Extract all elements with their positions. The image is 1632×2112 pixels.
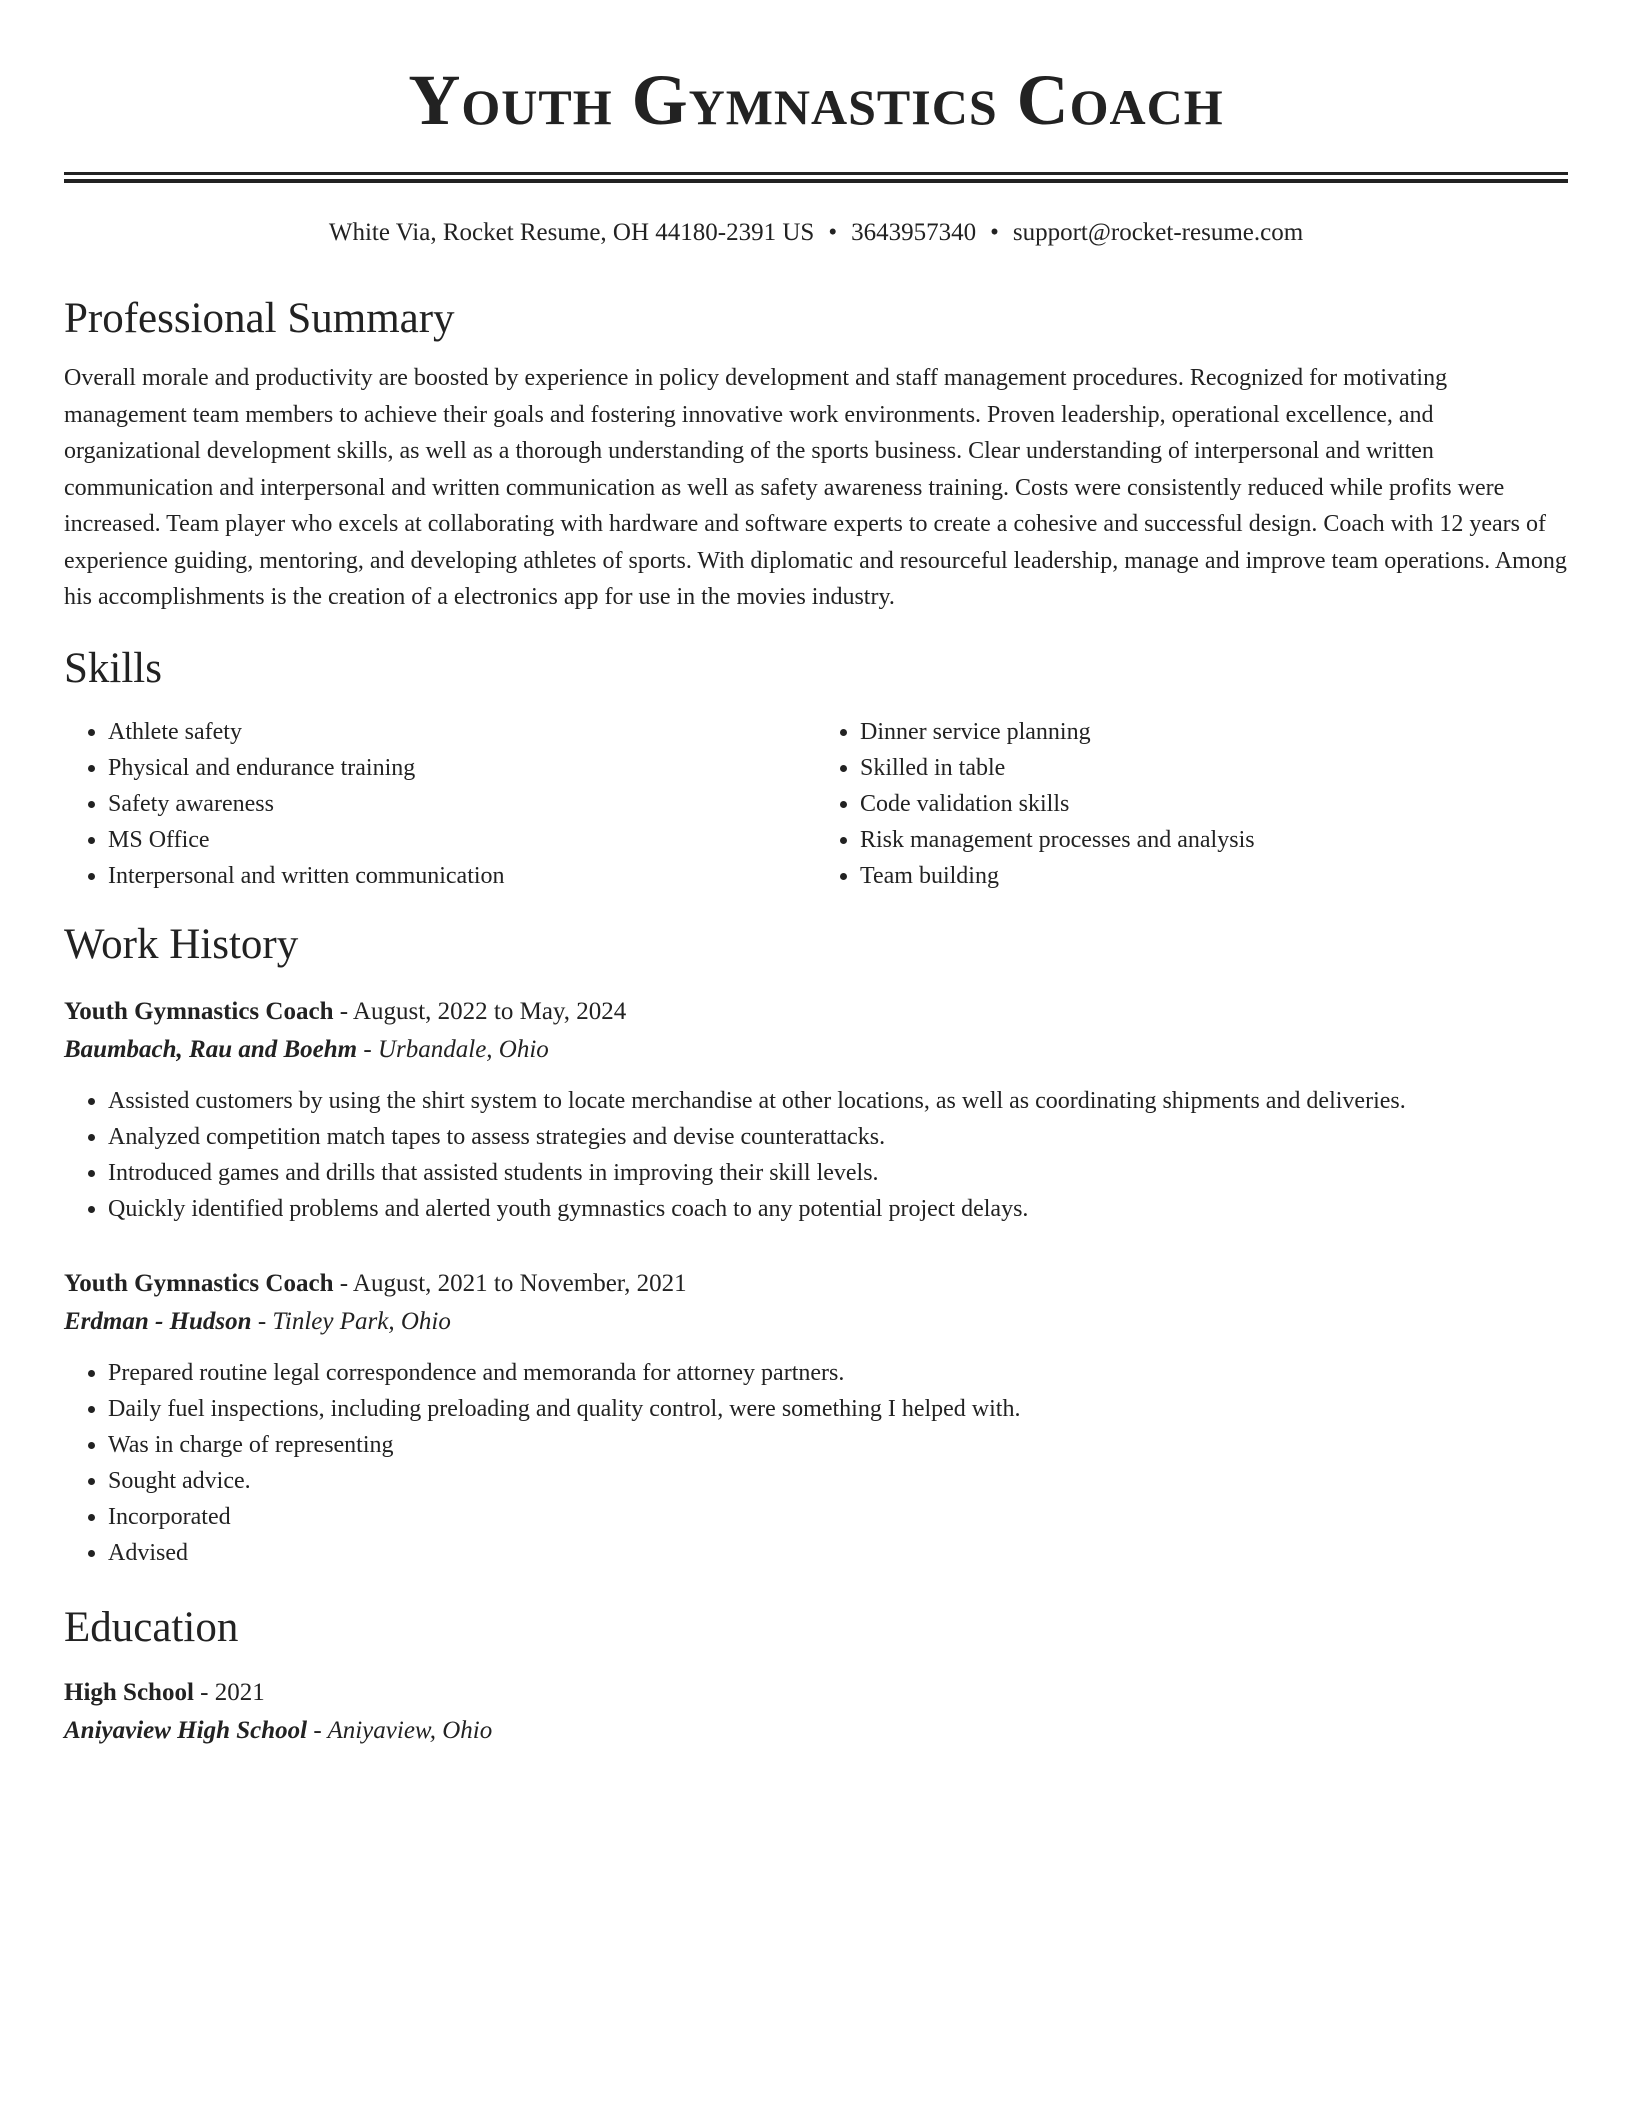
job-title: Youth Gymnastics Coach [64,997,334,1025]
skill-item: • Athlete safety [108,714,816,750]
company-name: Erdman - Hudson [64,1307,252,1335]
job-duty: • Advised [108,1535,1568,1571]
job-duty: • Analyzed competition match tapes to assess strategies and devise counterattacks. [108,1119,1568,1155]
job-entry [64,1267,1568,1571]
contact-line [64,218,1568,248]
school-name: Aniyaview High School [64,1716,308,1744]
job-duties [64,1355,1568,1571]
job-title-line [64,1267,1568,1301]
education-entry [64,1676,1568,1748]
degree-line [64,1676,1568,1710]
skill-item: • Risk management processes and analysis [860,822,1568,858]
school-location: - Aniyaview, Ohio [307,1716,493,1744]
skill-item: • Skilled in table [860,750,1568,786]
contact-separator: • [990,219,999,246]
skill-item: • Team building [860,858,1568,894]
company-location: - Urbandale, Ohio [357,1035,549,1063]
skills-heading: Skills [64,644,162,692]
company-line [64,1033,1568,1067]
contact-address: White Via, Rocket Resume, OH 44180-2391 US [328,219,815,246]
job-duty: • Incorporated [108,1499,1568,1535]
skills-column-left [64,714,816,894]
job-duties [64,1083,1568,1227]
contact-email: support@rocket-resume.com [1012,219,1304,246]
summary-text: Overall morale and productivity are boosted by experience in policy development and staff management procedures. Recognized for motivating management team members to achieve their goals and fostering innovative work environments. Proven leadership, operational excellence, and organizational development skills, as well as a thorough understanding of the sports business. Clear understanding of interpersonal and written communication and interpersonal and written communication as well as safety awareness training. Costs were consistently reduced while profits were increased. Team player who excels at collaborating with hardware and software experts to create a cohesive and successful design. Coach with 12 years of experience guiding, mentoring, and developing athletes of sports. With diplomatic and resourceful leadership, manage and improve team operations. Among his accomplishments is the creation of a electronics app for use in the movies industry. [64,365,1567,610]
company-line [64,1305,1568,1339]
skills-column-right [816,714,1568,894]
graduation-year: - 2021 [193,1678,265,1706]
skill-item: • Physical and endurance training [108,750,816,786]
job-duty: • Sought advice. [108,1463,1568,1499]
skill-item: • Dinner service planning [860,714,1568,750]
job-duty: • Prepared routine legal correspondence and memoranda for attorney partners. [108,1355,1568,1391]
skill-item: • Code validation skills [860,786,1568,822]
company-location: - Tinley Park, Ohio [251,1307,451,1335]
education-heading: Education [64,1603,239,1651]
job-duty: • Assisted customers by using the shirt system to locate merchandise at other locations, as well as coordinating shipments and deliveries. [108,1083,1568,1119]
skill-item: • MS Office [108,822,816,858]
job-duty: • Quickly identified problems and alerted youth gymnastics coach to any potential project delays. [108,1191,1568,1227]
job-dates: - August, 2022 to May, 2024 [333,997,627,1025]
job-duty: • Introduced games and drills that assisted students in improving their skill levels. [108,1155,1568,1191]
degree: High School [64,1678,194,1706]
title-divider [64,172,1568,183]
skill-item: • Safety awareness [108,786,816,822]
job-duty: • Was in charge of representing [108,1427,1568,1463]
job-title: Youth Gymnastics Coach [64,1269,334,1297]
school-line [64,1714,1568,1748]
job-dates: - August, 2021 to November, 2021 [333,1269,687,1297]
skill-item: • Interpersonal and written communication [108,858,816,894]
work-history-heading: Work History [64,920,299,968]
resume-title: Youth Gymnastics Coach [408,60,1224,140]
company-name: Baumbach, Rau and Boehm [64,1035,358,1063]
skills-list [64,714,1568,894]
job-entry [64,995,1568,1227]
job-title-line [64,995,1568,1029]
contact-phone: 3643957340 [851,219,977,246]
job-duty: • Daily fuel inspections, including preloading and quality control, were something I helped with. [108,1391,1568,1427]
contact-separator: • [828,219,838,246]
summary-heading: Professional Summary [64,295,455,342]
